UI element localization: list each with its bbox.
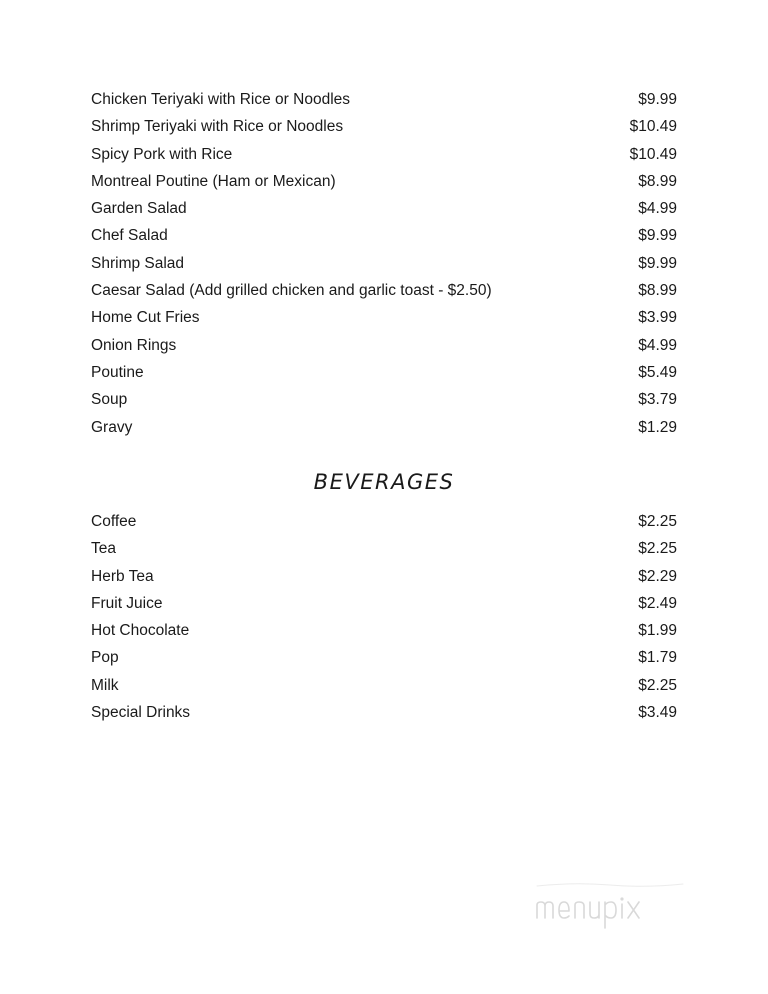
beverages-heading: BEVERAGES — [313, 470, 455, 494]
item-price: $8.99 — [638, 282, 677, 300]
menu-item — [91, 508, 677, 535]
item-price: $10.49 — [629, 145, 677, 163]
item-name: Hot Chocolate — [91, 622, 190, 640]
item-name: Soup — [91, 391, 128, 409]
menu-item — [91, 304, 677, 331]
menu-item — [91, 113, 677, 140]
menu-item — [91, 195, 677, 222]
item-name: Coffee — [91, 513, 137, 530]
item-price: $2.49 — [638, 594, 677, 612]
menupix-watermark-logo — [535, 874, 685, 934]
item-name: Tea — [91, 540, 116, 558]
item-price: $4.99 — [638, 336, 677, 354]
beverages-menu-list — [91, 508, 677, 726]
item-price: $8.99 — [638, 172, 677, 190]
item-name: Poutine — [91, 363, 144, 381]
item-price: $2.25 — [638, 676, 677, 694]
item-name: Onion Rings — [91, 336, 177, 354]
item-price: $3.79 — [638, 391, 677, 409]
menupix-logo-icon — [535, 874, 685, 934]
item-price: $4.99 — [638, 200, 677, 218]
menu-item — [91, 535, 677, 562]
item-name: Special Drinks — [91, 704, 191, 722]
food-menu-list — [91, 86, 677, 441]
menu-item — [91, 277, 677, 304]
menu-item — [91, 332, 677, 359]
item-name: Montreal Poutine (Ham or Mexican) — [91, 172, 336, 190]
item-price: $1.99 — [638, 622, 677, 640]
item-name: Chicken Teriyaki with Rice or Noodles — [91, 91, 351, 108]
menu-item — [91, 250, 677, 277]
item-price: $3.49 — [638, 704, 677, 722]
item-price: $1.29 — [638, 418, 677, 436]
item-name: Caesar Salad (Add grilled chicken and garlic toast - $2.50) — [91, 282, 492, 300]
item-name: Milk — [91, 676, 119, 694]
menu-item — [91, 563, 677, 590]
menu-item — [91, 141, 677, 168]
item-price: $2.29 — [638, 567, 677, 585]
item-name: Gravy — [91, 418, 133, 436]
item-price: $9.99 — [638, 227, 677, 245]
menu-item — [91, 359, 677, 386]
item-name: Garden Salad — [91, 200, 187, 218]
menu-item — [91, 386, 677, 413]
item-name: Fruit Juice — [91, 594, 163, 612]
item-price: $3.99 — [638, 309, 677, 327]
menu-item — [91, 414, 677, 441]
menu-item — [91, 617, 677, 644]
item-name: Spicy Pork with Rice — [91, 145, 233, 163]
item-price: $9.99 — [638, 254, 677, 272]
menu-item — [91, 222, 677, 249]
menu-item — [91, 644, 677, 671]
item-name: Herb Tea — [91, 567, 154, 585]
item-name: Pop — [91, 649, 119, 667]
menu-item — [91, 168, 677, 195]
item-price: $2.25 — [638, 513, 677, 530]
item-price: $9.99 — [638, 91, 677, 108]
item-name: Shrimp Teriyaki with Rice or Noodles — [91, 118, 344, 136]
menu-item — [91, 672, 677, 699]
menu-item — [91, 86, 677, 113]
item-price: $5.49 — [638, 363, 677, 381]
menu-item — [91, 699, 677, 726]
item-price: $1.79 — [638, 649, 677, 667]
item-name: Chef Salad — [91, 227, 168, 245]
item-price: $10.49 — [629, 118, 677, 136]
item-price: $2.25 — [638, 540, 677, 558]
item-name: Home Cut Fries — [91, 309, 200, 327]
menu-item — [91, 590, 677, 617]
item-name: Shrimp Salad — [91, 254, 185, 272]
